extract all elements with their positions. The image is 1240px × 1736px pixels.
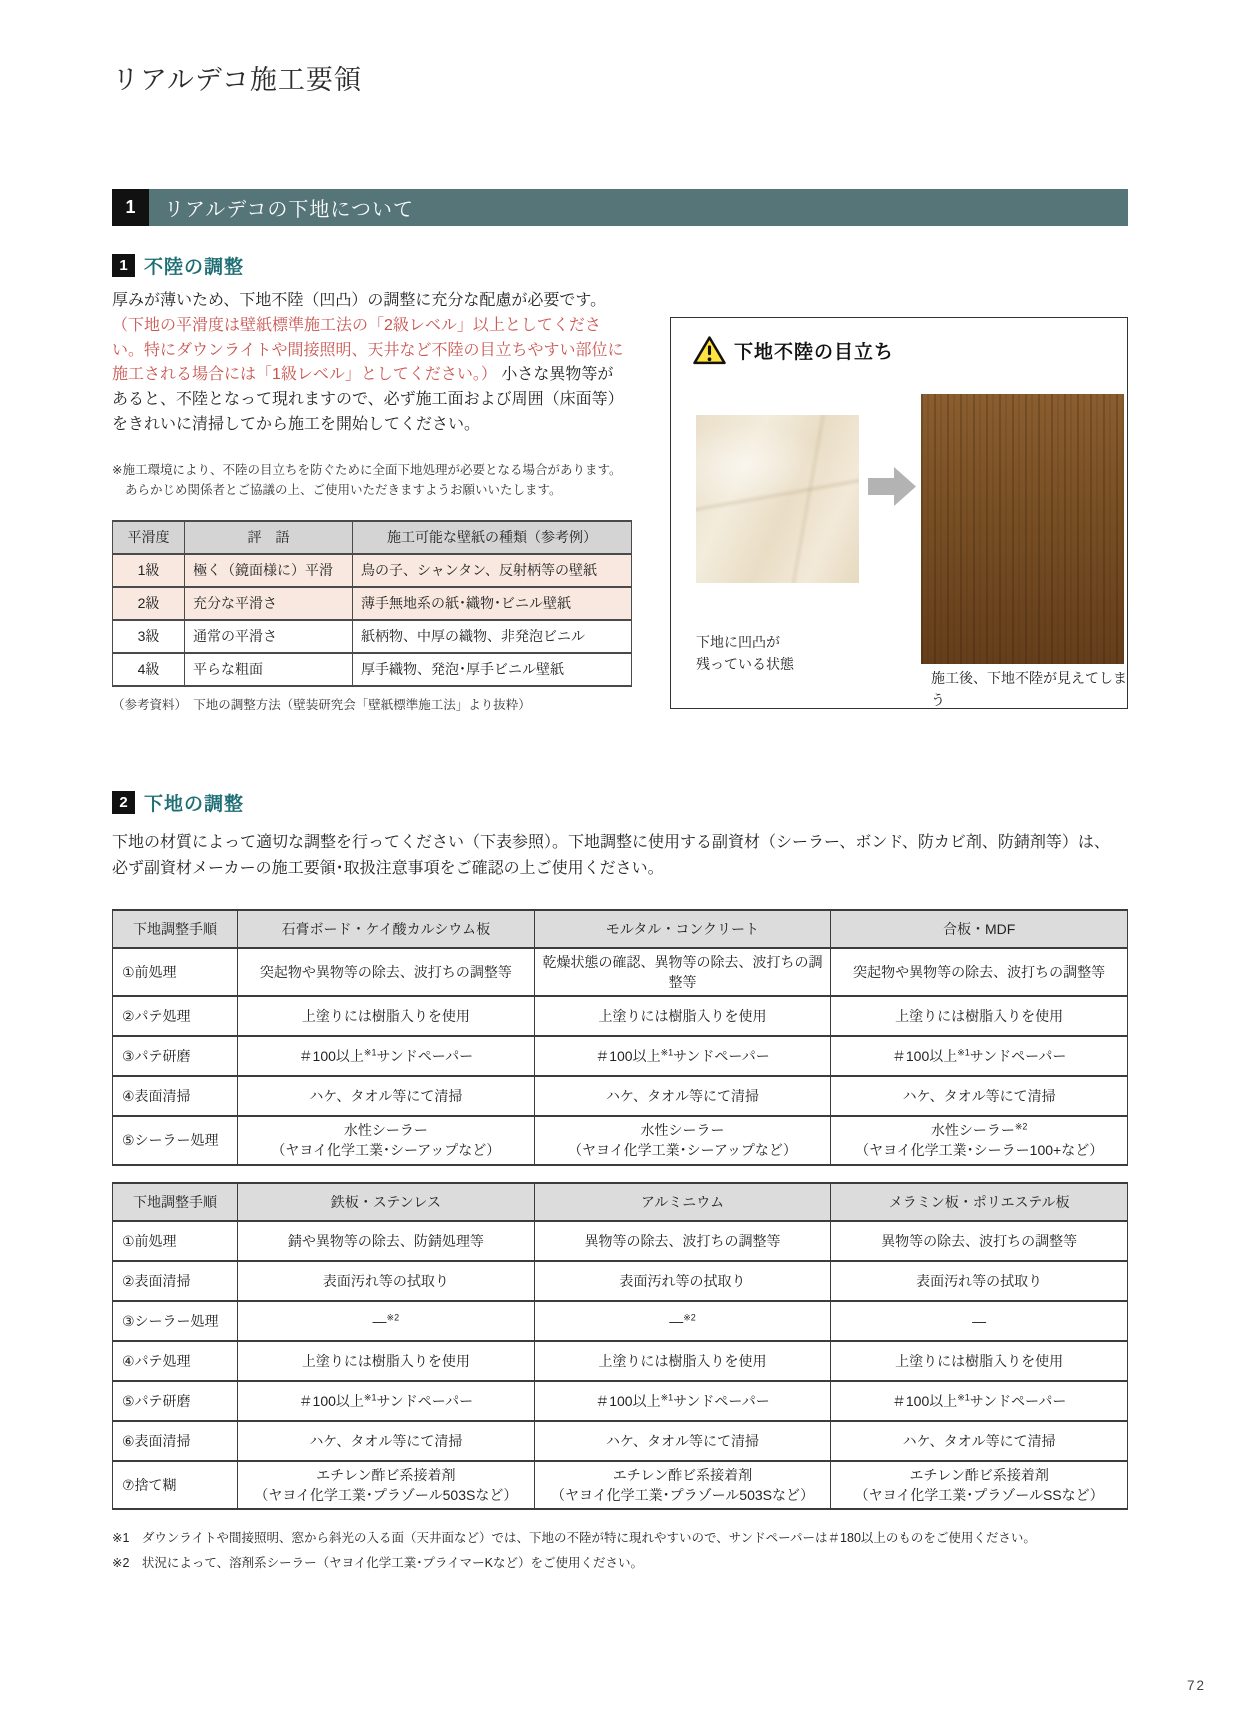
procedure-cell: ハケ、タオル等にて清掃 [534, 1421, 831, 1461]
column-header: 石膏ボード・ケイ酸カルシウム板 [238, 910, 535, 948]
unevenness-callout-box [670, 317, 1128, 709]
substrate-adjustment-table-1 [112, 909, 1128, 1166]
environment-note [112, 460, 624, 500]
step-label-cell: ⑤シーラー処理 [113, 1116, 238, 1165]
footnote-2: ※2 状況によって、溶剤系シーラー（ヤヨイ化学工業･プライマーKなど）をご使用ください。 [112, 1555, 644, 1570]
subsection-2-heading [112, 789, 1128, 816]
step-label-cell: ⑤パテ研磨 [113, 1381, 238, 1421]
step-label-cell: ②表面清掃 [113, 1261, 238, 1301]
wallpaper-types-cell: 紙柄物、中厚の織物、非発泡ビニル [353, 620, 632, 653]
step-label-cell: ⑥表面清掃 [113, 1421, 238, 1461]
procedure-cell: ハケ、タオル等にて清掃 [534, 1076, 831, 1116]
procedure-cell: 異物等の除去、波打ちの調整等 [831, 1221, 1128, 1261]
left-column [112, 289, 624, 713]
procedure-cell: 錆や異物等の除去、防錆処理等 [238, 1221, 535, 1261]
section-1-title: リアルデコの下地について [164, 199, 414, 221]
procedure-cell: ＃100以上$^{※1}$サンドペーパー [238, 1036, 535, 1076]
table-row [113, 1381, 1128, 1421]
procedure-cell: 突起物や異物等の除去、波打ちの調整等 [831, 948, 1128, 997]
footnote-1: ※1 ダウンライトや間接照明、窓から斜光の入る面（天井面など）では、下地の不陸が特に現れやすいので、サンドペーパーは＃180以上のものをご使用ください。 [112, 1531, 1036, 1546]
before-photo-caption [696, 632, 794, 675]
substrate-after-photo [921, 394, 1124, 664]
procedure-cell: 表面汚れ等の拭取り [831, 1261, 1128, 1301]
subsection-1-heading [112, 252, 1128, 279]
procedure-cell: エチレン酢ビ系接着剤 （ヤヨイ化学工業･プラゾールSSなど） [831, 1461, 1128, 1510]
after-photo-caption: 施工後、下地不陸が見えてしまう [931, 670, 1127, 708]
column-header: 平滑度 [113, 521, 185, 554]
note-line-2: あらかじめ関係者とご協議の上、ご使用いただきますようお願いいたします。 [125, 482, 562, 497]
paragraph-black-1: 厚みが薄いため、下地不陸（凹凸）の調整に充分な配慮が必要です。 [112, 292, 607, 309]
subsection-2-number-box: 2 [112, 791, 135, 814]
footnotes [112, 1526, 1128, 1575]
wallpaper-types-cell: 鳥の子、シャンタン、反射柄等の壁紙 [353, 554, 632, 587]
column-header: モルタル・コンクリート [534, 910, 831, 948]
procedure-cell: エチレン酢ビ系接着剤 （ヤヨイ化学工業･プラゾール503Sなど） [534, 1461, 831, 1510]
column-header: 施工可能な壁紙の種類（参考例） [353, 521, 632, 554]
grade-cell: 4級 [113, 653, 185, 686]
paragraph-black-2: 小さな異物等があると、不陸となって現れますので、必ず施工面および周囲（床面等）をきれいに清掃してから施工を開始してください。 [112, 366, 624, 433]
table-row [113, 996, 1128, 1036]
procedure-cell: 乾燥状態の確認、異物等の除去、波打ちの調整等 [534, 948, 831, 997]
subsection-2-title: 下地の調整 [144, 793, 245, 815]
step-label-cell: ③パテ研磨 [113, 1036, 238, 1076]
procedure-cell: エチレン酢ビ系接着剤 （ヤヨイ化学工業･プラゾール503Sなど） [238, 1461, 535, 1510]
description-cell: 充分な平滑さ [185, 587, 353, 620]
wallpaper-types-cell: 薄手無地系の紙･織物･ビニル壁紙 [353, 587, 632, 620]
procedure-cell: 上塗りには樹脂入りを使用 [534, 996, 831, 1036]
column-header: 合板・MDF [831, 910, 1128, 948]
section-1-columns [112, 289, 1128, 713]
procedure-cell: ＃100以上$^{※1}$サンドペーパー [831, 1381, 1128, 1421]
wallpaper-types-cell: 厚手織物、発泡･厚手ビニル壁紙 [353, 653, 632, 686]
step-label-cell: ①前処理 [113, 1221, 238, 1261]
intro-line-1: 下地の材質によって適切な調整を行ってください（下表参照）。下地調整に使用する副資材（シーラー、ボンド、防カビ剤、防錆剤等）は、 [112, 833, 1110, 851]
procedure-cell: 表面汚れ等の拭取り [238, 1261, 535, 1301]
table-row [113, 1261, 1128, 1301]
table-row [113, 1341, 1128, 1381]
table-row [113, 587, 632, 620]
callout-title-row [693, 336, 894, 365]
description-cell: 極く（鏡面様に）平滑 [185, 554, 353, 587]
procedure-cell: 上塗りには樹脂入りを使用 [238, 1341, 535, 1381]
column-header: 評 語 [185, 521, 353, 554]
procedure-cell: 上塗りには樹脂入りを使用 [534, 1341, 831, 1381]
smoothness-table-caption: （参考資料） 下地の調整方法（壁装研究会「壁紙標準施工法」より抜粋） [112, 697, 531, 712]
procedure-cell: 水性シーラー$^{※2}$ （ヤヨイ化学工業･シーラー100+など） [831, 1116, 1128, 1165]
procedure-cell: ＃100以上$^{※1}$サンドペーパー [831, 1036, 1128, 1076]
step-label-cell: ④パテ処理 [113, 1341, 238, 1381]
callout-title: 下地不陸の目立ち [734, 342, 895, 363]
table-row [113, 1301, 1128, 1341]
table-row [113, 1221, 1128, 1261]
table-row [113, 653, 632, 686]
page-number: 72 [1186, 1678, 1206, 1693]
unevenness-paragraph [112, 289, 624, 438]
table-row [113, 1076, 1128, 1116]
procedure-cell: ハケ、タオル等にて清掃 [831, 1076, 1128, 1116]
procedure-cell: —$^{※2}$ [534, 1301, 831, 1341]
procedure-cell: 水性シーラー （ヤヨイ化学工業･シーアップなど） [534, 1116, 831, 1165]
right-arrow-icon [868, 464, 917, 509]
table-row [113, 1421, 1128, 1461]
procedure-cell: ＃100以上$^{※1}$サンドペーパー [534, 1381, 831, 1421]
before-caption-line-1: 下地に凹凸が [696, 634, 780, 650]
section-1-banner [112, 189, 1128, 226]
column-header: 鉄板・ステンレス [238, 1183, 535, 1221]
grade-cell: 2級 [113, 587, 185, 620]
subsection-1-title: 不陸の調整 [144, 257, 245, 278]
page-title: リアルデコ施工要領 [112, 65, 362, 95]
note-line-1: ※施工環境により、不陸の目立ちを防ぐために全面下地処理が必要となる場合があります。 [112, 462, 622, 477]
step-label-cell: ③シーラー処理 [113, 1301, 238, 1341]
procedure-cell: ＃100以上$^{※1}$サンドペーパー [534, 1036, 831, 1076]
table-header-row [113, 1183, 1128, 1221]
table-header-row [113, 521, 632, 554]
before-caption-line-2: 残っている状態 [696, 655, 794, 672]
description-cell: 通常の平滑さ [185, 620, 353, 653]
warning-triangle-icon [693, 336, 726, 365]
paragraph-caution-red: （下地の平滑度は壁紙標準施工法の「2級レベル」以上としてください。特にダウンライトや間接照明、天井など不陸の目立ちやすい部位に施工される場合には「1級レベル」としてください。） [112, 316, 624, 384]
step-label-cell: ⑦捨て糊 [113, 1461, 238, 1510]
step-label-cell: ②パテ処理 [113, 996, 238, 1036]
procedure-cell: 異物等の除去、波打ちの調整等 [534, 1221, 831, 1261]
procedure-cell: ハケ、タオル等にて清掃 [238, 1421, 535, 1461]
table-row [113, 1461, 1128, 1510]
description-cell: 平らな粗面 [185, 653, 353, 686]
procedure-cell: 突起物や異物等の除去、波打ちの調整等 [238, 948, 535, 997]
procedure-cell: ハケ、タオル等にて清掃 [831, 1421, 1128, 1461]
procedure-cell: 上塗りには樹脂入りを使用 [831, 996, 1128, 1036]
procedure-cell: 上塗りには樹脂入りを使用 [831, 1341, 1128, 1381]
table-row [113, 620, 632, 653]
procedure-cell: 上塗りには樹脂入りを使用 [238, 996, 535, 1036]
step-label-cell: ①前処理 [113, 948, 238, 997]
procedure-cell: —$^{※2}$ [238, 1301, 535, 1341]
procedure-cell: 水性シーラー （ヤヨイ化学工業･シーアップなど） [238, 1116, 535, 1165]
grade-cell: 1級 [113, 554, 185, 587]
procedure-cell: — [831, 1301, 1128, 1341]
adjustment-intro-paragraph [112, 830, 1128, 883]
table-header-row [113, 910, 1128, 948]
column-header: メラミン板・ポリエステル板 [831, 1183, 1128, 1221]
column-header: 下地調整手順 [113, 910, 238, 948]
table-row [113, 554, 632, 587]
table-row [113, 948, 1128, 997]
section-1-number-box: 1 [112, 189, 149, 226]
procedure-cell: ＃100以上$^{※1}$サンドペーパー [238, 1381, 535, 1421]
smoothness-grade-table [112, 520, 632, 687]
step-label-cell: ④表面清掃 [113, 1076, 238, 1116]
procedure-cell: ハケ、タオル等にて清掃 [238, 1076, 535, 1116]
table-row [113, 1036, 1128, 1076]
substrate-adjustment-table-2 [112, 1182, 1128, 1511]
procedure-cell: 表面汚れ等の拭取り [534, 1261, 831, 1301]
intro-line-2: 必ず副資材メーカーの施工要領･取扱注意事項をご確認の上ご使用ください。 [112, 860, 664, 878]
column-header: 下地調整手順 [113, 1183, 238, 1221]
subsection-1-number-box: 1 [112, 254, 135, 277]
substrate-before-photo [696, 415, 859, 583]
column-header: アルミニウム [534, 1183, 831, 1221]
grade-cell: 3級 [113, 620, 185, 653]
table-row [113, 1116, 1128, 1165]
